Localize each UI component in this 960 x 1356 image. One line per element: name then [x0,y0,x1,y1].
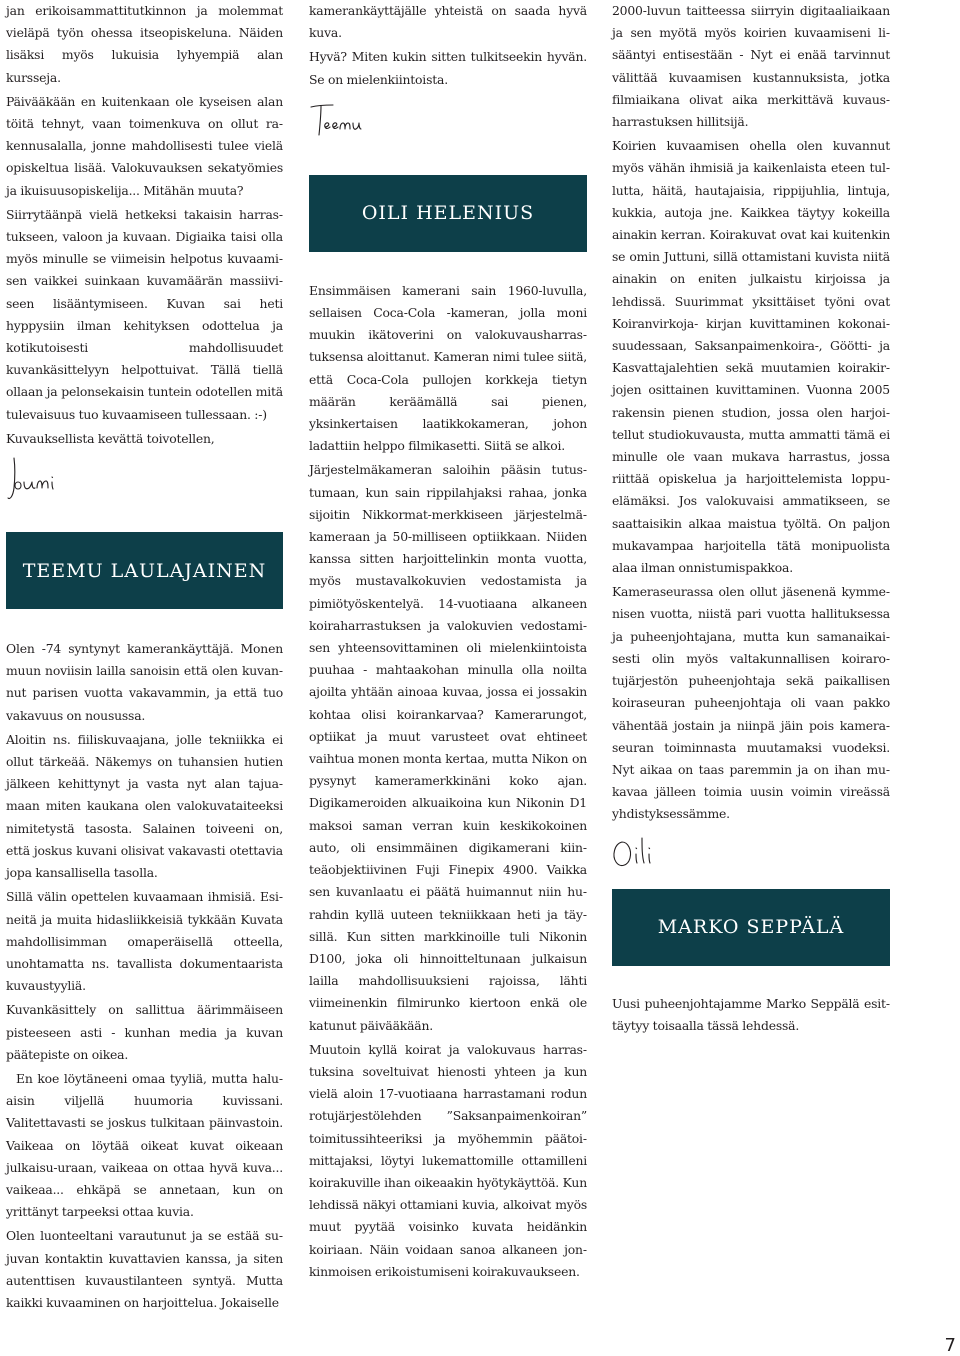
body-paragraph: Koirien kuvaamisen ohella olen kuvannut myös vähän ihmisiä ja kaikenlaista eteen tullutta, häitä, hautajaisia, rippijuhlia, lintuja, kukkia, autoja jne. Kaikkea täytyy kokeilla ainakin kerran. Koirakuvat ovat kai kuitenkin se omin Juttuni, sillä ottamistani kuvista niitä ainakin on eniten julkaistu kirjoissa ja lehdissä. Suurimmat yksittäiset työni ovat Koiranvirkoja- kirjan kuvittaminen kokonaisuudessaan, Saksanpaimenkoira-, Göötti- ja Kasvattajalehtien sekä muutamien koirakirjojen osittainen kuvittaminen. Vuonna 2005 rakensin pienen studion, jossa olen harjoitellut studiokuvausta, mutta ammatti tämä ei minulle ole vaan mukava harrastus, jossa riittää opiskelua ja harjoittelemista loppuelämäksi. Jos valokuvaisi ammatikseen, se saattaisikin alkaa maistua työltä. On paljon mukavampaa harjoitella tätä monipuolista alaa ilman onnistumispakkoa. [612,138,890,576]
body-paragraph: Sillä välin opettelen kuvaamaan ihmisiä. Esineitä ja muita hidasliikkeisiä tykkään Kuvata mahdollisimman omaperäisellä otteella, unohtamatta ns. tavallista dokumentaarista kuvaustyyliä. [6,889,283,994]
banner-title: MARKO SEPPÄLÄ [657,916,845,939]
column-right [612,0,890,1039]
body-paragraph: Ensimmäisen kamerani sain 1960-luvulla, sellaisen Coca-Cola -kameran, jolla moni muukin ikätoverini on valokuvausharrastuksensa aloittanut. Kameran nimi tulee siitä, että Coca-Cola pullojen korkkeja tietyn määrän keräämällä sai pienen, yksinkertaisen laatikkokameran, johon ladattiin helppo filmikasetti. Siitä se alkoi. [309,282,587,454]
section-banner-marko-seppala [612,889,890,966]
section-banner-oili-helenius [309,175,587,252]
body-paragraph: Siirrytäänpä vielä hetkeksi takaisin harrastukseen, valoon ja kuvaan. Digiaika taisi olla myös minulle se viimeisin helpotus kuvaamisen vaikkei suinkaan kuvamäärän massiiviseen lisääntymiseen. Kuvan sai heti hyppysiin ilman kehityksen odottelua ja kotikutoisesti mahdollisuudet kuvankäsittelyyn helpottuivat. Tällä tiellä ollaan ja pelonsekaisin tuntein odotellen mitä tulevaisuus tuo kuvaamiseen tullessaan. :-) [6,206,283,422]
body-paragraph: Hyvä? Miten kukin sitten tulkitseekin hyvän. Se on mielenkiintoista. [309,49,587,87]
body-paragraph: En koe löytäneeni omaa tyyliä, mutta haluaisin viljellä huumoria kuvissani. Valitettavasti se joskus tulkitaan päinvastoin. Vaikeaa on löytää oikeat kuvat oikeaan julkaisu-uraan, vaikeaa on ottaa hyvä kuva... vaikeaa... ehkäpä se annetaan, kun on yrittänyt tarpeeksi ottaa kuvia. [6,1070,283,1220]
section-banner-teemu-laulajainen [6,532,283,609]
body-paragraph: Kuvankäsittely on sallittua äärimmäiseen pisteeseen asti - kunhan media ja kuvan päätepiste on oikea. [6,1002,283,1062]
body-paragraph: Päivääkään en kuitenkaan ole kyseisen alan töitä tehnyt, vaan toimenkuva on ollut rakennusalalla, jonne mahdollisesti tulee vielä opiskeltua lisää. Valokuvauksen sekatyömies ja ikuisuusopiskelija... Mitähän muuta? [6,93,283,198]
body-paragraph: Uusi puheenjohtajamme Marko Seppälä esittäytyy toisaalla tässä lehdessä. [612,995,890,1033]
signature-oili [612,828,672,880]
body-paragraph: Muutoin kyllä koirat ja valokuvaus harrastuksina soveltuivat hienosti yhteen ja kun vielä aloin 17-vuotiaana harrastamani rodun rotujärjestölehden ”Saksanpaimenkoiran” toimitussihteeriksi ja myöhemmin päätoimittajaksi, löytyi lukemattomille ottamilleni koirakuville ihan oikeaakin hyötykäyttöä. Kun lehdissä näkyi ottamiani kuvia, alkoivat myös muut pyytää voisinko kuvata heidänkin koiriaan. Näin voidaan sanoa alkaneen jonkinmoisen erikoistumiseni koirakuvaukseen. [309,1041,587,1279]
body-paragraph: Aloitin ns. fiiliskuvaajana, jolle tekniikka ei ollut tärkeää. Näkemys on tuhansien hutien jälkeen kehittynyt ja vasta nyt alan tajuamaan miten kaukana olen valokuvataiteeksi nimitetystä tasosta. Salainen toiveeni on, että joskus kuvani olisivat vakavasti otettavia jopa kansallisella tasolla. [6,731,283,881]
banner-title: OILI HELENIUS [361,202,535,225]
signature-teemu [309,93,379,147]
signature-jouni [6,452,76,506]
body-paragraph: Järjestelmäkameran saloihin pääsin tutustumaan, kun sain rippilahjaksi rahaa, jonka sijoitin Nikkormat-merkkiseen järjestelmäkameraan ja 50-milliseen optiikkaan. Niiden kanssa sitten harjoittelinkin monta vuotta, myös mustavalkokuvien vedostamista ja pimiötyöskentelyä. 14-vuotiaana alkaneen koiraharrastuksen ja valokuvien vedostamisen yhteensovittaminen oli mielenkiintoista puuhaa - mahtaakohan minulla olla noilta ajoilta yhtään ainoaa kuvaa, jossa ei jossakin kohtaa olisi koirankarvaa? Kamerarungot, optiikat ja muut varusteet ovat ehtineet vaihtua monen monta kertaa, mutta Nikon on pysynyt kameramerkkinäni koko ajan. Digikameroiden alkuaikoina kun Nikonin D1 maksoi saman verran kuin keskikokoinen auto, oli ensimmäinen digikamerani kiinteäobjektiivinen Fuji Finepix 4900. Vaikka sen kuvanlaatu ei päätä huimannut niin hurahdin kyllä uuteen tekniikkaan heti ja täysillä. Kun sitten markkinoille tuli Nikonin D100, joka oli hinnoitteltunaan julkaisun lailla mahdollisuuksieni rajoissa, lähti viimeinenkin filmirunko kiertoon enkä ole katunut päivääkään. [309,462,587,1033]
body-paragraph: Olen -74 syntynyt kamerankäyttäjä. Monen muun noviisin lailla sanoisin että olen kuvannut parisen vuotta vakavammin, ja että tuo vakavuus on nousussa. [6,641,283,723]
body-paragraph: Kameraseurassa olen ollut jäsenenä kymmenisen vuotta, niistä pari vuotta hallituksessa ja puheenjohtajana, mutta kun samanaikaisesti olin myös valtakunnallisen koirarotujärjestön puheenjohtaja sekä paikallisen koiraseuran puheenjohtaja oli vaan pakko vähentää jostain ja niinpä jäin pois kameraseuran toiminnasta muutamaksi vuodeksi. Nyt aikaa on taas paremmin ja on ihan mukavaa jälleen toimia uusin voimin vireässä yhdistyksessämme. [612,584,890,822]
banner-title: TEEMU LAULAJAINEN [22,559,267,582]
body-paragraph: jan erikoisammattitutkinnon ja molemmat vieläpä työn ohessa itseopiskeluna. Näiden lisäksi myös lukuisia lyhyempiä alan kursseja. [6,3,283,85]
column-middle [309,0,587,1285]
body-paragraph: kamerankäyttäjälle yhteistä on saada hyvä kuva. [309,3,587,41]
page-number: 7 [944,1335,956,1356]
body-paragraph: 2000-luvun taitteessa siirryin digitaaliaikaan ja sen myötä myös koirien kuvaamiseni lisääntyi entisestään - Nyt ei enää tarvinnut välittää kuvaamisen kustannuksista, jotka filmiaikana olivat aika merkittävä kuvausharrastuksen hillitsijä. [612,3,890,130]
closing-line: Kuvauksellista kevättä toivotellen, [6,430,215,446]
column-left [6,0,283,1316]
body-paragraph: Olen luonteeltani varautunut ja se estää sujuvan kontaktin kuvattavien kanssa, ja siten autenttisen kuvaustilanteen syntyä. Mutta kaikki kuvaaminen on harjoittelua. Jokaiselle [6,1228,283,1310]
